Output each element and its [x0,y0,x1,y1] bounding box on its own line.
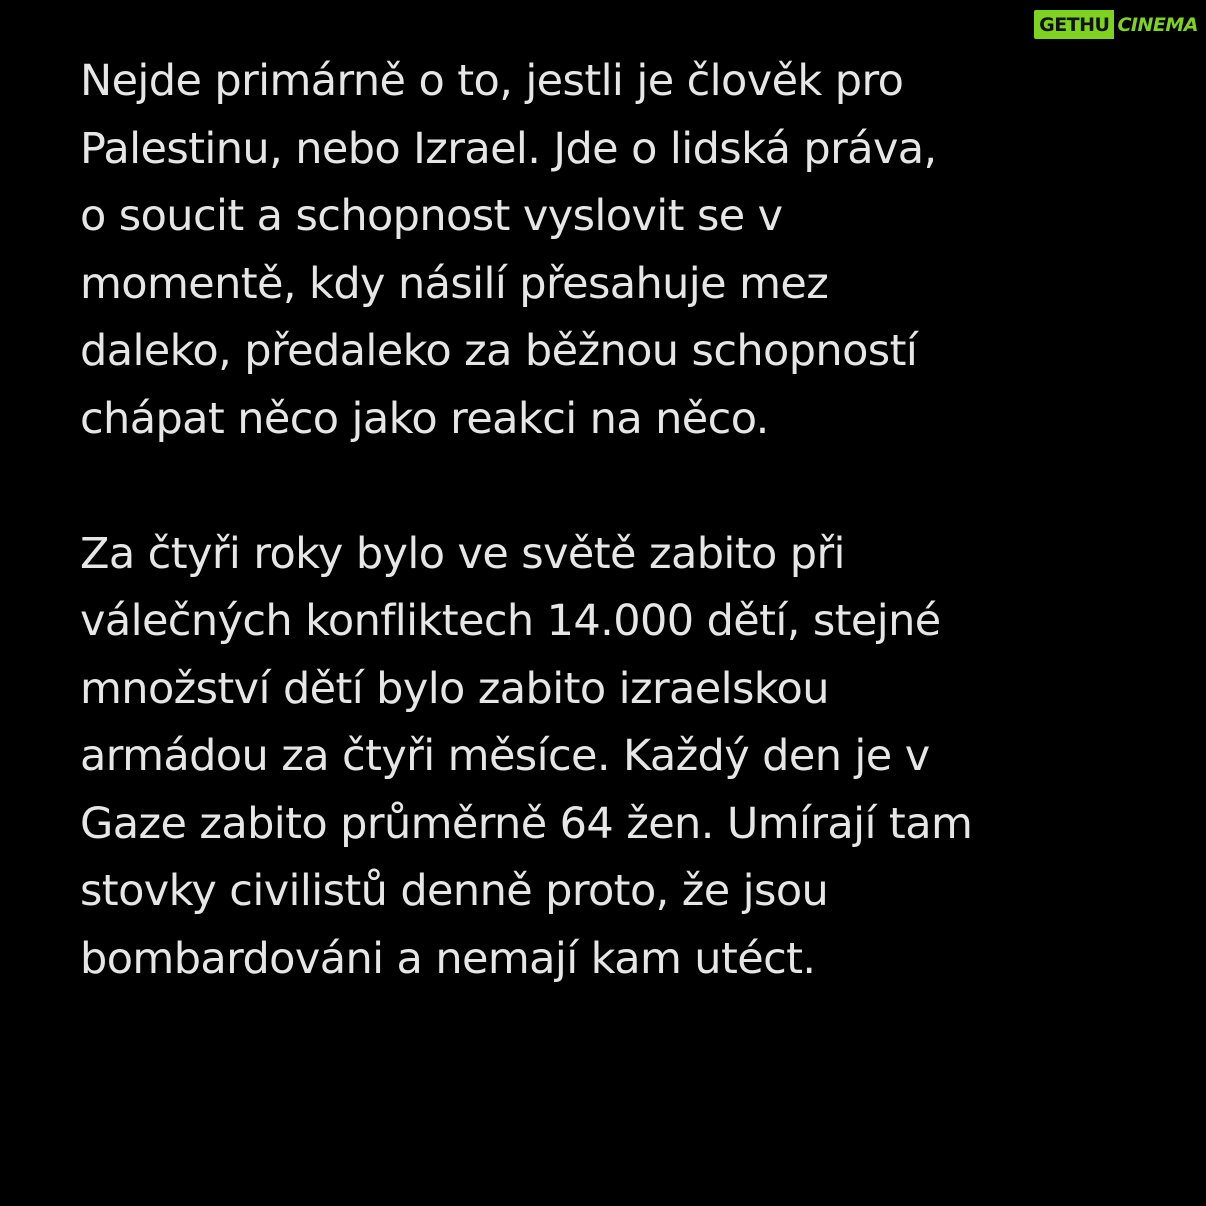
text-line: bombardováni a nemají kam utéct. [80,933,816,984]
paragraph-2 [80,521,1140,994]
text-line: Nejde primárně o to, jestli je člověk pro [80,56,904,106]
paragraph-spacer [80,453,1140,521]
text-line: Gaze zabito průměrně 64 žen. Umírají tam [80,798,973,849]
text-line: o soucit a schopnost vyslovit se v [80,191,783,241]
text-line: daleko, předaleko za běžnou schopností [80,326,918,376]
text-line: chápat něco jako reakci na něco. [80,393,769,444]
watermark-left-text: GETHU [1034,10,1114,39]
text-line: válečných konfliktech 14.000 dětí, stejné [80,596,941,646]
text-line: momentě, kdy násilí přesahuje mez [80,258,829,309]
text-line: armádou za čtyři měsíce. Každý den je v [80,731,930,781]
text-line: množství dětí bylo zabito izraelskou [80,663,829,714]
text-content [80,48,1140,993]
text-line: Palestinu, nebo Izrael. Jde o lidská práva, [80,123,937,174]
text-line: Za čtyři roky bylo ve světě zabito při [80,528,845,579]
paragraph-1 [80,48,1140,453]
watermark-logo [1034,8,1198,40]
watermark-right-text: CINEMA [1117,13,1198,36]
text-line: stovky civilistů denně proto, že jsou [80,866,829,916]
